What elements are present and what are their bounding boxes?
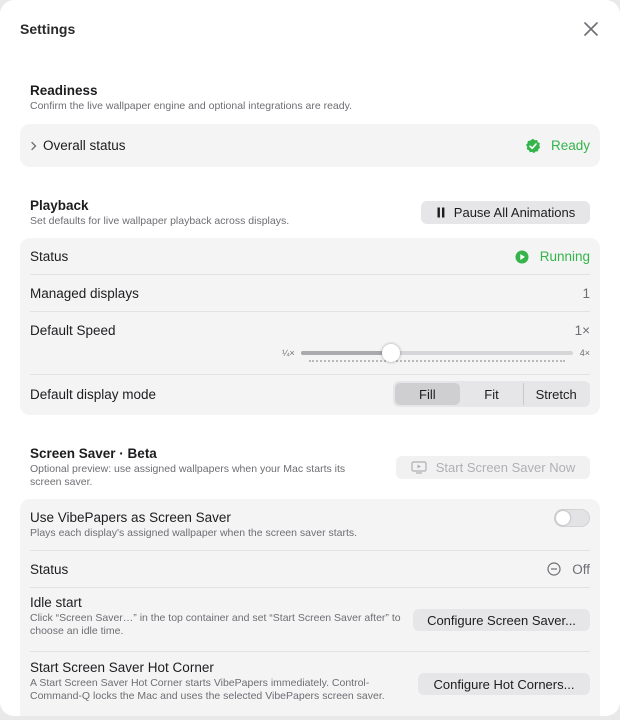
overall-status-label: Overall status: [43, 138, 126, 153]
speed-min-label: ¼×: [282, 348, 295, 358]
playback-header: [30, 198, 289, 228]
slider-ticks: [309, 360, 565, 364]
screensaver-header: [30, 446, 370, 489]
slider-fill: [301, 351, 391, 355]
readiness-header: [30, 83, 352, 113]
screensaver-status-label: Status: [30, 561, 69, 577]
minus-circle-icon: [547, 562, 561, 576]
mode-fill[interactable]: Fill: [395, 383, 460, 405]
readiness-subtitle: Confirm the live wallpaper engine and optional integrations are ready.: [30, 100, 352, 112]
screensaver-card: [20, 499, 600, 716]
playback-subtitle: Set defaults for live wallpaper playback across displays.: [30, 215, 290, 227]
overall-status-row[interactable]: [30, 124, 590, 167]
use-screensaver-subtitle: Plays each display's assigned wallpaper when the screen saver starts.: [30, 527, 358, 539]
pause-icon: [436, 207, 446, 218]
hotcorner-label: Start Screen Saver Hot Corner: [30, 660, 214, 675]
start-screensaver-button[interactable]: [396, 456, 590, 479]
default-speed-value: 1×: [574, 323, 590, 338]
divider: [30, 651, 590, 652]
divider: [30, 587, 590, 588]
readiness-title: Readiness: [30, 83, 98, 98]
playback-card: [20, 238, 600, 415]
display-mode-label: Default display mode: [30, 386, 157, 402]
idle-start-label: Idle start: [30, 595, 82, 610]
managed-displays-label: Managed displays: [30, 286, 139, 301]
playback-status-value: Running: [539, 249, 590, 264]
play-circle-icon: [515, 250, 529, 264]
display-mode-segmented[interactable]: [393, 381, 590, 407]
playback-status-label: Status: [30, 249, 69, 264]
pause-all-label: Pause All Animations: [453, 205, 576, 220]
screensaver-status-row: [30, 551, 590, 587]
slider-knob[interactable]: [382, 344, 400, 362]
mode-fit[interactable]: Fit: [460, 383, 525, 405]
screensaver-subtitle: Optional preview: use assigned wallpapers when your Mac starts its screen saver.: [30, 463, 346, 488]
use-screensaver-row: [30, 507, 590, 543]
overall-status-value: Ready: [550, 138, 590, 153]
default-speed-row: [30, 312, 590, 349]
pause-all-button[interactable]: [421, 201, 590, 224]
display-icon: [411, 461, 427, 474]
readiness-card: [20, 124, 600, 167]
window-title: Settings: [20, 21, 76, 37]
check-badge-icon: [525, 138, 541, 154]
toggle-knob: [556, 511, 570, 525]
playback-title: Playback: [30, 198, 89, 213]
speed-max-label: 4×: [579, 348, 590, 358]
configure-hotcorners-button[interactable]: Configure Hot Corners...: [418, 673, 590, 695]
mode-stretch[interactable]: Stretch: [535, 386, 577, 402]
default-speed-label: Default Speed: [30, 323, 116, 338]
hotcorner-subtitle: A Start Screen Saver Hot Corner starts VibePapers immediately. Control-Command-Q locks the Mac and uses the selected VibePapers screen saver.: [30, 677, 385, 702]
use-screensaver-toggle[interactable]: [554, 509, 590, 527]
start-screensaver-label: Start Screen Saver Now: [435, 460, 576, 475]
screensaver-status-value: Off: [572, 561, 590, 577]
use-screensaver-label: Use VibePapers as Screen Saver: [30, 510, 231, 525]
managed-displays-value: 1: [582, 286, 590, 301]
idle-start-subtitle: Click “Screen Saver…” in the top container and set “Start Screen Saver after” to choose an idle time.: [30, 612, 401, 637]
chevron-right-icon[interactable]: [30, 141, 38, 151]
playback-status-row: [30, 238, 590, 275]
managed-displays-row: [30, 275, 590, 312]
close-icon: [584, 22, 598, 36]
configure-screensaver-button[interactable]: Configure Screen Saver...: [413, 609, 590, 631]
close-button[interactable]: [580, 18, 602, 40]
screensaver-title: Screen Saver · Beta: [30, 446, 157, 461]
speed-slider[interactable]: [301, 348, 573, 358]
